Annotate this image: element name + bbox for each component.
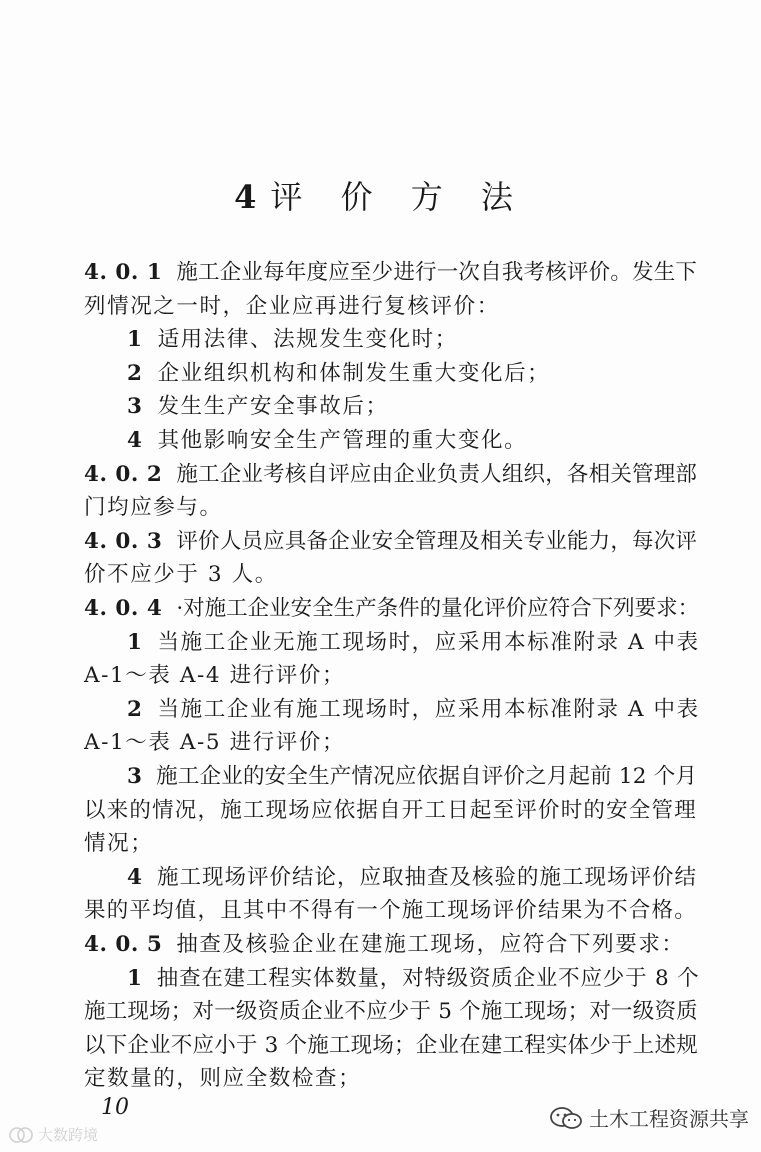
line-text: 施工企业考核自评应由企业负责人组织，各相关管理部 <box>176 461 698 487</box>
item-number: 4 <box>127 864 143 890</box>
line-text: 情况； <box>84 831 154 857</box>
line-text: A-1～表 A-4 进行评价； <box>84 663 346 689</box>
item-number: 1 <box>127 629 144 655</box>
line-text: 发生生产安全事故后； <box>157 394 389 420</box>
wechat-watermark <box>549 1103 749 1132</box>
line-text: 当施工企业有施工现场时，应采用本标准附录 A 中表 <box>157 696 700 722</box>
item-number: 1 <box>127 965 143 991</box>
line-text: 门均应参与。 <box>84 495 223 521</box>
list-item-line <box>127 325 458 355</box>
source-watermark <box>8 1124 98 1145</box>
line-text: 企业组织机构和体制发生重大变化后； <box>157 360 551 386</box>
list-item-line <box>127 392 389 422</box>
clause-line <box>84 594 699 624</box>
line-text: 以来的情况，施工现场应依据自开工日起至评价时的安全管理 <box>84 797 697 823</box>
item-number: 4 <box>127 428 144 453</box>
chapter-title <box>0 172 761 218</box>
line-text: 列情况之一时，企业应再进行复核评价： <box>84 293 500 319</box>
list-item-line <box>127 695 700 725</box>
source-logo-icon <box>8 1126 34 1144</box>
clause-line <box>84 930 685 960</box>
line-text: 当施工企业无施工现场时，应采用本标准附录 A 中表 <box>157 629 700 655</box>
line-text: 施工现场评价结论，应取抽查及核验的施工现场评价结 <box>156 864 697 890</box>
chapter-number: 4 <box>234 178 257 216</box>
clause-number: 4. 0. 2 <box>84 461 163 487</box>
list-item-line <box>127 762 697 792</box>
clause-number: 4. 0. 3 <box>84 528 163 554</box>
line-text: 适用法律、法规发生变化时； <box>157 327 458 353</box>
line-text: 评价人员应具备企业安全管理及相关专业能力，每次评 <box>176 528 698 554</box>
item-number: 2 <box>127 360 144 386</box>
line-text: 果的平均值，且其中不得有一个施工现场评价结果为不合格。 <box>84 898 697 924</box>
line-text: 其他影响安全生产管理的重大变化。 <box>157 428 528 453</box>
line-text: 施工企业每年度应至少进行一次自我考核评价。发生下 <box>176 260 698 285</box>
text-line <box>84 728 345 758</box>
line-text: 抽查及核验企业在建施工现场，应符合下列要求： <box>176 932 685 957</box>
text-line <box>84 560 278 590</box>
chapter-title-text: 评 价 方 法 <box>270 178 527 216</box>
line-text: 以下企业不应小于 3 个施工现场；企业在建工程实体少于上述规 <box>84 1032 698 1058</box>
list-item-line <box>127 863 697 893</box>
text-line <box>84 292 500 322</box>
clause-line <box>84 527 697 557</box>
text-line <box>84 1031 698 1061</box>
wechat-account-name: 土木工程资源共享 <box>589 1107 749 1131</box>
text-line <box>84 1064 361 1094</box>
clause-line <box>84 258 697 288</box>
clause-number: 4. 0. 4 <box>84 596 163 621</box>
line-text: 施工现场；对一级资质企业不应少于 5 个施工现场；对一级资质 <box>84 999 698 1025</box>
line-text: 抽查在建工程实体数量，对特级资质企业不应少于 8 个 <box>156 965 700 991</box>
list-item-line <box>127 628 700 658</box>
line-text: A-1～表 A-5 进行评价； <box>84 730 346 756</box>
page-number: 10 <box>101 1095 129 1120</box>
list-item-line <box>127 964 699 994</box>
list-item-line <box>127 359 550 389</box>
text-line <box>84 829 153 859</box>
item-number: 3 <box>127 394 144 420</box>
line-text: 定数量的，则应全数检查； <box>84 1066 362 1092</box>
text-line <box>84 493 223 523</box>
list-item-line <box>127 426 527 456</box>
item-number: 1 <box>127 327 144 353</box>
line-text: 施工企业的安全生产情况应依据自评价之月起前 12 个月 <box>156 764 698 789</box>
text-line <box>84 796 697 826</box>
text-line <box>84 896 697 926</box>
clause-number: 4. 0. 1 <box>84 260 163 285</box>
item-number: 3 <box>127 764 143 789</box>
text-line <box>84 661 345 691</box>
text-line <box>84 997 698 1027</box>
line-text: 价不应少于 3 人。 <box>84 562 278 588</box>
wechat-icon <box>549 1106 583 1130</box>
line-text: ·对施工企业安全生产条件的量化评价应符合下列要求： <box>176 596 700 621</box>
source-watermark-text: 大数跨境 <box>38 1126 99 1144</box>
item-number: 2 <box>127 696 144 722</box>
clause-line <box>84 460 697 490</box>
clause-number: 4. 0. 5 <box>84 932 163 957</box>
